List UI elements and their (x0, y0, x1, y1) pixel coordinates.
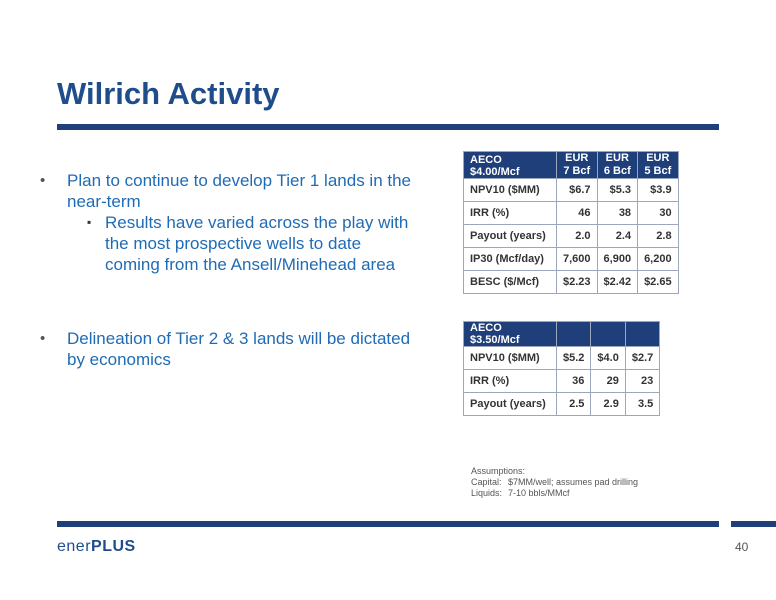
table-cell: 2.9 (591, 393, 625, 416)
table-cell: 30 (638, 202, 679, 225)
bullet-text: Delineation of Tier 2 & 3 lands will be dictated by economics (67, 329, 411, 369)
assumptions-heading: Assumptions: (471, 466, 526, 476)
logo-part: ener (57, 538, 92, 555)
table-cell: 6,900 (597, 248, 638, 271)
table-cell: 38 (597, 202, 638, 225)
bottom-rule (57, 521, 719, 527)
table-cell: 29 (591, 370, 625, 393)
table-cell: $5.2 (557, 347, 591, 370)
table-row (464, 202, 679, 225)
sub-bullet-text: Results have varied across the play with the most prospective wells to date coming from the Ansell/Minehead area (105, 213, 409, 274)
assumption-label: Liquids: (471, 488, 503, 498)
table-row (464, 271, 679, 294)
sub-bullet-item (40, 212, 420, 275)
table-cell: 46 (557, 202, 598, 225)
table-cell: 2.5 (557, 393, 591, 416)
assumption-row (471, 488, 638, 499)
table-cell: 2.4 (597, 225, 638, 248)
table-cell: Payout (years) (464, 225, 557, 248)
assumptions-note (471, 466, 638, 499)
table-cell: $2.65 (638, 271, 679, 294)
table-cell: Payout (years) (464, 393, 557, 416)
bullet-list (40, 170, 420, 370)
table-row (464, 225, 679, 248)
bullet-glyph: • (40, 330, 46, 347)
table-row (464, 248, 679, 271)
table-header-row (464, 322, 660, 347)
table-cell: 6,200 (638, 248, 679, 271)
sub-bullet-glyph: ▪ (87, 215, 92, 229)
bullet-text: Plan to continue to develop Tier 1 lands in the near-term (67, 171, 412, 211)
logo-part: PLUS (91, 538, 136, 555)
table-cell: 23 (625, 370, 659, 393)
bullet-item (40, 328, 420, 370)
assumption-value: 7-10 bbls/MMcf (508, 488, 570, 498)
table-cell: $6.7 (557, 179, 598, 202)
table-cell: NPV10 ($MM) (464, 347, 557, 370)
table-row (464, 393, 660, 416)
table-cell: IP30 (Mcf/day) (464, 248, 557, 271)
table-cell: NPV10 ($MM) (464, 179, 557, 202)
table-cell: 3.5 (625, 393, 659, 416)
table-cell: 7,600 (557, 248, 598, 271)
table-cell: $5.3 (597, 179, 638, 202)
table-header-cell: EUR 6 Bcf (597, 152, 638, 179)
page-title: Wilrich Activity (57, 76, 280, 111)
table-row (464, 347, 660, 370)
table-cell: $2.7 (625, 347, 659, 370)
table-row (464, 179, 679, 202)
table-cell: 2.0 (557, 225, 598, 248)
assumption-label: Capital: (471, 477, 502, 487)
assumption-row (471, 477, 638, 488)
table-header-cell: EUR 5 Bcf (638, 152, 679, 179)
table-cell: $2.23 (557, 271, 598, 294)
page-number: 40 (735, 540, 749, 554)
economics-table-aeco-3-50 (463, 321, 660, 416)
bullet-item (40, 170, 420, 212)
table-cell: IRR (%) (464, 370, 557, 393)
top-rule (57, 124, 719, 130)
assumption-value: $7MM/well; assumes pad drilling (508, 477, 639, 487)
table-cell: BESC ($/Mcf) (464, 271, 557, 294)
table-cell: $3.9 (638, 179, 679, 202)
table-cell: $4.0 (591, 347, 625, 370)
economics-table-aeco-4 (463, 151, 679, 294)
table-header-cell (625, 322, 659, 347)
table-cell: 36 (557, 370, 591, 393)
table-cell: $2.42 (597, 271, 638, 294)
table-header-cell (557, 322, 591, 347)
table-row (464, 370, 660, 393)
table-header-cell: AECO $3.50/Mcf (464, 322, 557, 347)
table-cell: 2.8 (638, 225, 679, 248)
table-header-row (464, 152, 679, 179)
bottom-rule-right (731, 521, 776, 527)
enerplus-logo (57, 538, 136, 556)
table-header-cell: EUR 7 Bcf (557, 152, 598, 179)
table-cell: IRR (%) (464, 202, 557, 225)
bullet-glyph: • (40, 172, 46, 189)
table-header-cell (591, 322, 625, 347)
table-header-cell: AECO $4.00/Mcf (464, 152, 557, 179)
